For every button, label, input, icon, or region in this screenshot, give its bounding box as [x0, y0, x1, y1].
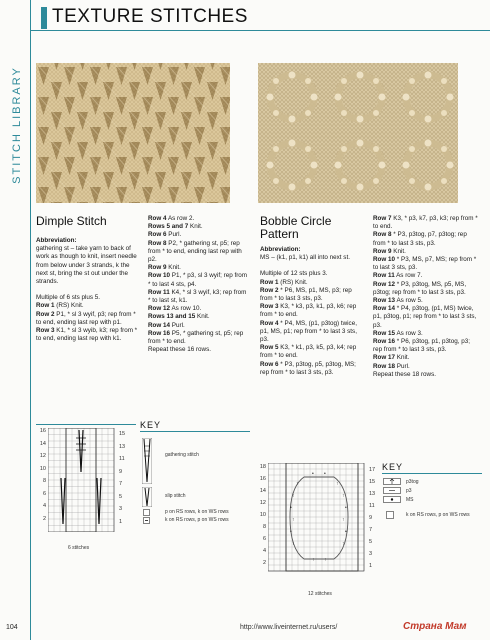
row-number: 13 — [369, 491, 376, 497]
row-number: 4 — [262, 548, 266, 554]
page-title: TEXTURE STITCHES — [52, 6, 248, 27]
row-line: Rows 5 and 7 Knit. — [148, 223, 203, 231]
bobble-chart-footer: 12 stitches — [308, 591, 332, 597]
sidebar-rule — [30, 0, 31, 640]
row-line: Row 5 K3, * k1, p3, k5, p3, k4; rep from * to end. — [260, 344, 357, 360]
row-line: Row 13 As row 5. — [373, 297, 423, 305]
row-line: Repeat these 16 rows. — [148, 346, 212, 354]
dimple-chart-footer: 6 stitches — [68, 545, 90, 551]
row-line: Row 16 P5, * gathering st, p5; rep from * to end. — [148, 329, 244, 346]
bobble-col-1 — [260, 246, 366, 377]
row-line: Row 4 As row 2. — [148, 215, 195, 222]
row-number: 8 — [42, 478, 46, 484]
ms-symbol-icon — [383, 496, 401, 503]
title-rule — [31, 30, 490, 31]
row-number: 5 — [119, 493, 123, 500]
svg-text:↑: ↑ — [342, 541, 345, 547]
row-number: 5 — [369, 539, 373, 545]
row-line: Row 10 P1, * p3, sl 3 wyif; rep from * to last 4 sts, p4. — [148, 272, 248, 288]
row-line: Row 9 Knit. — [373, 247, 406, 255]
dimple-col-2 — [148, 215, 250, 354]
row-number: 8 — [262, 524, 266, 530]
dimple-chart-rule — [36, 424, 136, 425]
dimple-chart-left-numbers — [36, 428, 46, 528]
row-line: Row 6 Purl. — [148, 231, 182, 239]
dimple-key-label: slip stitch — [165, 493, 186, 499]
svg-text:•: • — [290, 505, 292, 511]
watermark: Страна Мам — [403, 621, 467, 632]
svg-text:↑: ↑ — [292, 493, 295, 499]
row-line: Row 2 * P6, MS, p1, MS, p3; rep from * to last 3 sts, p3. — [260, 286, 352, 303]
svg-text:↑: ↑ — [292, 517, 295, 523]
row-number: 1 — [369, 563, 373, 569]
row-number: 9 — [369, 515, 373, 521]
row-number: 16 — [259, 476, 266, 482]
dimple-texture — [36, 63, 230, 203]
bobble-heading — [260, 215, 331, 241]
row-line: Row 12 * P3, p3tog, MS, p5, MS, p3tog; rep from * to last 3 sts, p3. — [373, 280, 467, 296]
row-line: Row 1 (RS) Knit. — [36, 302, 84, 310]
svg-text:↑: ↑ — [342, 517, 345, 523]
row-line: Row 15 As row 3. — [373, 329, 423, 337]
row-number: 11 — [119, 456, 125, 462]
row-number: 3 — [369, 551, 373, 557]
bobble-key-label: p3 — [406, 488, 412, 494]
svg-text:•: • — [312, 471, 314, 477]
dash-square-icon — [143, 517, 150, 524]
row-line: Row 8 P2, * gathering st, p5; rep from * to end, ending last rep with p2. — [148, 239, 242, 264]
dimple-key-title: KEY — [140, 420, 162, 430]
empty-square-icon — [386, 511, 394, 519]
row-line: Row 1 (RS) Knit. — [260, 278, 308, 286]
bobble-key-rule — [382, 473, 482, 474]
svg-text:↑: ↑ — [336, 481, 339, 487]
svg-text:•: • — [324, 471, 326, 477]
dimple-key-rule — [140, 431, 250, 432]
p3tog-symbol-icon — [383, 478, 401, 485]
svg-text:↑: ↑ — [342, 493, 345, 499]
row-line: Row 10 * P3, MS, p7, MS; rep from * to last 3 sts, p3. — [373, 256, 477, 272]
row-line: Row 16 * P6, p3tog, p1, p3tog, p3; rep from * to last 3 sts, p3. — [373, 338, 470, 354]
dimple-cast-on: Multiple of 6 sts plus 5. — [36, 294, 101, 302]
row-number: 7 — [369, 527, 373, 533]
row-line: Repeat these 18 rows. — [373, 370, 437, 378]
row-number: 2 — [42, 515, 46, 522]
dimple-heading: Dimple Stitch — [36, 214, 107, 228]
svg-text:↑: ↑ — [296, 481, 299, 487]
bobble-chart-left-numbers — [256, 464, 266, 576]
dimple-chart-grid — [48, 428, 116, 532]
svg-text:•: • — [345, 505, 347, 511]
svg-text:•: • — [290, 529, 292, 535]
row-line: Row 11 As row 7. — [373, 272, 423, 280]
row-line: Row 12 As row 10. — [148, 305, 202, 313]
row-number: 10 — [259, 512, 266, 518]
empty-square-icon — [143, 509, 150, 516]
row-number: 18 — [259, 464, 266, 470]
row-number: 10 — [39, 465, 46, 472]
row-line: Row 4 * P4, MS, (p1, p3tog) twice, p1, MS, p1; rep from * to last 3 sts, p3. — [260, 319, 357, 344]
bobble-circle-photo — [258, 63, 458, 203]
page-number: 104 — [6, 624, 18, 631]
dimple-chart-right-numbers — [119, 431, 129, 531]
row-line: Row 14 * P4, p3tog, (p1, MS) twice, p1, p3tog, p1; rep from * to last 3 sts, p3. — [373, 305, 477, 329]
gathering-stitch-symbol — [142, 438, 152, 484]
row-line: Row 2 P1, * sl 3 wyif, p3; rep from * to end, ending last rep with p1. — [36, 310, 136, 326]
p3-symbol-icon — [383, 487, 401, 494]
bobble-chart-grid — [268, 463, 366, 575]
row-line: Row 18 Purl. — [373, 362, 410, 370]
row-number: 17 — [369, 467, 376, 473]
row-number: 9 — [119, 468, 123, 475]
bobble-col-2 — [373, 215, 479, 379]
dimple-key-label: p on RS rows, k on WS rows — [165, 509, 229, 515]
row-number: 6 — [262, 536, 266, 542]
row-number: 2 — [262, 560, 266, 566]
slip-stitch-symbol — [142, 487, 152, 507]
source-url: http://www.liveinternet.ru/users/ — [240, 624, 338, 631]
row-number: 14 — [259, 488, 266, 494]
dimple-col-1 — [36, 237, 139, 343]
row-line: Row 8 * P3, p3tog, p7, p3tog; rep from * to last 3 sts, p3. — [373, 231, 467, 247]
svg-text:↑: ↑ — [292, 541, 295, 547]
row-number: 14 — [39, 440, 46, 447]
bobble-texture — [258, 63, 458, 203]
row-number: 4 — [42, 503, 46, 509]
dimple-abbr-text: gathering st – take yarn to back of work as though to knit, insert needle from below under 3 strands, k the next st, bring the st out under the strands. — [36, 245, 137, 286]
svg-text:•: • — [345, 529, 347, 535]
row-line: Row 3 K1, * sl 3 wyib, k3; rep from * to end, ending last rep with k1. — [36, 327, 138, 343]
row-number: 16 — [39, 428, 46, 434]
sidebar-label: STITCH LIBRARY — [11, 66, 23, 184]
row-number: 3 — [119, 506, 123, 512]
row-line: Row 9 Knit. — [148, 264, 181, 272]
svg-text:↑: ↑ — [312, 557, 315, 563]
bobble-cast-on: Multiple of 12 sts plus 3. — [260, 270, 328, 278]
bobble-key-label: MS — [406, 497, 414, 503]
row-line: Row 11 K4, * sl 3 wyif, k3; rep from * to last st, k1. — [148, 288, 247, 305]
bobble-key-title: KEY — [382, 462, 404, 472]
bobble-heading-line2: Pattern — [260, 227, 299, 241]
bobble-key-label: p3tog — [406, 479, 419, 485]
row-line: Row 3 K3, * k3, p3, k1, p3, k6; rep from * to end. — [260, 303, 357, 319]
row-number: 11 — [369, 503, 375, 509]
bobble-key-label: k on RS rows, p on WS rows — [406, 512, 470, 518]
row-line: Row 14 Purl. — [148, 321, 185, 329]
dimple-key-label: gathering stitch — [165, 452, 199, 458]
dimple-abbr-label: Abbreviation: — [36, 237, 77, 244]
row-number: 6 — [42, 490, 46, 497]
row-line: Row 17 Knit. — [373, 354, 410, 362]
row-number: 13 — [119, 443, 126, 450]
dimple-stitch-photo — [36, 63, 230, 203]
svg-text:↑: ↑ — [324, 557, 327, 563]
row-number: 12 — [39, 453, 46, 459]
row-number: 15 — [119, 431, 126, 437]
row-number: 7 — [119, 481, 123, 487]
bobble-heading-line1: Bobble Circle — [260, 214, 332, 228]
row-line: Rows 13 and 15 Knit. — [148, 313, 210, 321]
bobble-chart-right-numbers — [369, 467, 379, 579]
dimple-key-label: k on RS rows, p on WS rows — [165, 517, 229, 523]
bobble-abbr-label: Abbreviation: — [260, 246, 301, 253]
bobble-abbr-text: MS – (k1, p1, k1) all into next st. — [260, 254, 350, 262]
row-number: 12 — [259, 500, 266, 506]
row-number: 15 — [369, 479, 376, 485]
row-line: Row 6 * P3, p3tog, p5, p3tog, MS; rep from * to last 3 sts, p3. — [260, 360, 356, 376]
row-line: Row 7 K3, * p3, k7, p3, k3; rep from * to end. — [373, 215, 478, 231]
title-accent-bar — [41, 7, 47, 29]
row-number: 1 — [119, 518, 123, 525]
